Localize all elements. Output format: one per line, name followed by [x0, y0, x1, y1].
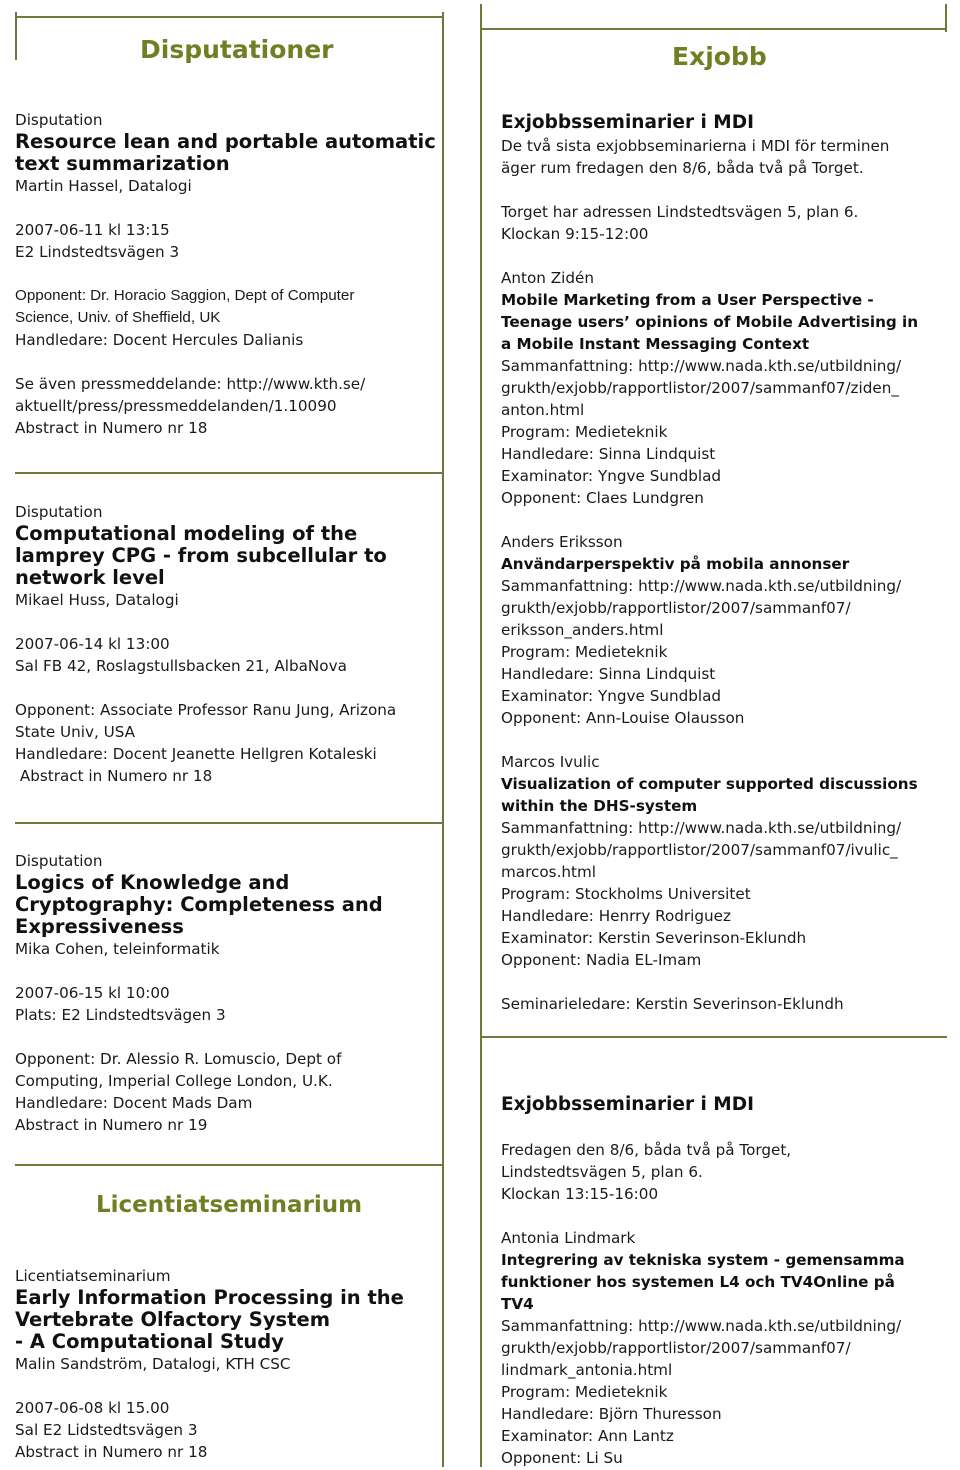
supervisor: Handledare: Björn Thuresson	[501, 1405, 722, 1423]
author: Mika Cohen, teleinformatik	[15, 940, 220, 958]
author: Mikael Huss, Datalogi	[15, 591, 179, 609]
date: 2007-06-11 kl 13:15	[15, 221, 170, 239]
date: 2007-06-14 kl 13:00	[15, 635, 170, 653]
seminar-title: Exjobbsseminarier i MDI	[501, 112, 754, 133]
type-label: Disputation	[15, 503, 103, 521]
licentiatseminarium-item	[15, 1265, 455, 1463]
opponent: Opponent: Claes Lundgren	[501, 489, 704, 507]
abstract: Abstract in Numero nr 19	[15, 1116, 208, 1134]
seminar-intro: Fredagen den 8/6, båda två på Torget, Lindstedtsvägen 5, plan 6.	[501, 1141, 792, 1181]
examiner: Examinator: Yngve Sundblad	[501, 467, 722, 485]
summary-link[interactable]: Sammanfattning: http://www.nada.kth.se/utbildning/ grukth/exjobb/rapportlistor/2007/sammanf07/ lindmark_antonia.html	[501, 1317, 902, 1379]
right-header-rule	[480, 28, 947, 30]
program: Program: Medieteknik	[501, 423, 668, 441]
seminar-time: Klockan 9:15-12:00	[501, 225, 649, 243]
seminar-address: Torget har adressen Lindstedtsvägen 5, plan 6.	[501, 203, 859, 221]
supervisor: Handledare: Docent Mads Dam	[15, 1094, 253, 1112]
disputation-1	[15, 109, 455, 439]
examiner: Examinator: Ann Lantz	[501, 1427, 674, 1445]
supervisor: Handledare: Sinna Lindquist	[501, 445, 716, 463]
opponent: Opponent: Li Su	[501, 1449, 623, 1467]
disputation-3	[15, 850, 455, 1136]
exjobb-title: Mobile Marketing from a User Perspective - Teenage users’ opinions of Mobile Advertising in a Mobile Instant Messaging Context	[501, 291, 919, 353]
thesis-title: Resource lean and portable automatic text summarization	[15, 130, 436, 175]
author: Martin Hassel, Datalogi	[15, 177, 192, 195]
student-name: Anton Zidén	[501, 269, 594, 287]
examiner: Examinator: Yngve Sundblad	[501, 687, 722, 705]
center-column-rule-right	[480, 4, 482, 1467]
abstract: Abstract in Numero nr 18	[15, 1443, 208, 1461]
supervisor: Handledare: Docent Jeanette Hellgren Kotaleski	[15, 745, 377, 763]
type-label: Disputation	[15, 852, 103, 870]
thesis-title: Logics of Knowledge and Cryptography: Completeness and Expressiveness	[15, 871, 383, 938]
summary-link[interactable]: Sammanfattning: http://www.nada.kth.se/utbildning/ grukth/exjobb/rapportlistor/2007/sammanf07/ eriksson_anders.html	[501, 577, 902, 639]
exjobb-entry-3	[501, 751, 946, 971]
exjobb-entry-1	[501, 267, 946, 509]
type-label: Licentiatseminarium	[15, 1267, 171, 1285]
seminar-title: Exjobbsseminarier i MDI	[501, 1094, 754, 1115]
place: Plats: E2 Lindstedtsvägen 3	[15, 1006, 226, 1024]
program: Program: Medieteknik	[501, 643, 668, 661]
student-name: Anders Eriksson	[501, 533, 623, 551]
place: E2 Lindstedtsvägen 3	[15, 243, 180, 261]
examiner: Examinator: Kerstin Severinson-Eklundh	[501, 929, 807, 947]
supervisor: Handledare: Henrry Rodriguez	[501, 907, 731, 925]
thesis-title: Early Information Processing in the Vertebrate Olfactory System - A Computational Study	[15, 1286, 404, 1353]
place: Sal FB 42, Roslagstullsbacken 21, AlbaNova	[15, 657, 347, 675]
place: Sal E2 Lidstedtsvägen 3	[15, 1421, 198, 1439]
heading-licentiatseminarium: Licentiatseminarium	[96, 1192, 363, 1218]
date: 2007-06-15 kl 10:00	[15, 984, 170, 1002]
heading-disputationer: Disputationer	[140, 35, 334, 64]
seminar-intro: De två sista exjobbseminarierna i MDI för terminen äger rum fredagen den 8/6, båda två på Torget.	[501, 137, 890, 177]
opponent: Opponent: Dr. Alessio R. Lomuscio, Dept of Computing, Imperial College London, U.K.	[15, 1050, 342, 1090]
opponent: Opponent: Dr. Horacio Saggion, Dept of Computer Science, Univ. of Sheffield, UK	[15, 287, 355, 326]
abstract: Abstract in Numero nr 18	[15, 767, 213, 785]
exjobb-entry-2	[501, 531, 946, 729]
author: Malin Sandström, Datalogi, KTH CSC	[15, 1355, 291, 1373]
disputation-2	[15, 501, 455, 787]
exjobb-entry-4	[501, 1227, 946, 1469]
abstract: Abstract in Numero nr 18	[15, 419, 208, 437]
summary-link[interactable]: Sammanfattning: http://www.nada.kth.se/utbildning/ grukth/exjobb/rapportlistor/2007/sammanf07/ziden_ anton.html	[501, 357, 902, 419]
thesis-title: Computational modeling of the lamprey CPG - from subcellular to network level	[15, 522, 387, 589]
divider-1	[15, 472, 444, 474]
exjobb-title: Användarperspektiv på mobila annonser	[501, 555, 850, 573]
date: 2007-06-08 kl 15.00	[15, 1399, 170, 1417]
supervisor: Handledare: Docent Hercules Dalianis	[15, 331, 304, 349]
divider-right	[480, 1036, 947, 1038]
left-header-rule	[15, 16, 444, 18]
student-name: Antonia Lindmark	[501, 1229, 636, 1247]
exjobb-title: Visualization of computer supported discussions within the DHS-system	[501, 775, 918, 815]
press-release-link[interactable]: Se även pressmeddelande: http://www.kth.se/ aktuellt/press/pressmeddelanden/1.10090	[15, 375, 366, 415]
type-label: Disputation	[15, 111, 103, 129]
divider-3	[15, 1164, 444, 1166]
divider-2	[15, 822, 444, 824]
left-column-rule	[15, 12, 17, 60]
summary-link[interactable]: Sammanfattning: http://www.nada.kth.se/utbildning/ grukth/exjobb/rapportlistor/2007/sammanf07/ivulic_ marcos.html	[501, 819, 902, 881]
exjobb-title: Integrering av tekniska system - gemensamma funktioner hos systemen L4 och TV4Online på TV4	[501, 1251, 905, 1313]
seminar-time: Klockan 13:15-16:00	[501, 1185, 659, 1203]
opponent: Opponent: Ann-Louise Olausson	[501, 709, 745, 727]
exjobb-seminar-2	[501, 1093, 946, 1469]
exjobb-seminar-1	[501, 111, 946, 1015]
seminar-leader: Seminarieledare: Kerstin Severinson-Eklundh	[501, 995, 844, 1013]
program: Program: Stockholms Universitet	[501, 885, 751, 903]
program: Program: Medieteknik	[501, 1383, 668, 1401]
opponent: Opponent: Associate Professor Ranu Jung, Arizona State Univ, USA	[15, 701, 397, 741]
supervisor: Handledare: Sinna Lindquist	[501, 665, 716, 683]
heading-exjobb: Exjobb	[672, 42, 767, 71]
opponent: Opponent: Nadia EL-Imam	[501, 951, 702, 969]
student-name: Marcos Ivulic	[501, 753, 600, 771]
